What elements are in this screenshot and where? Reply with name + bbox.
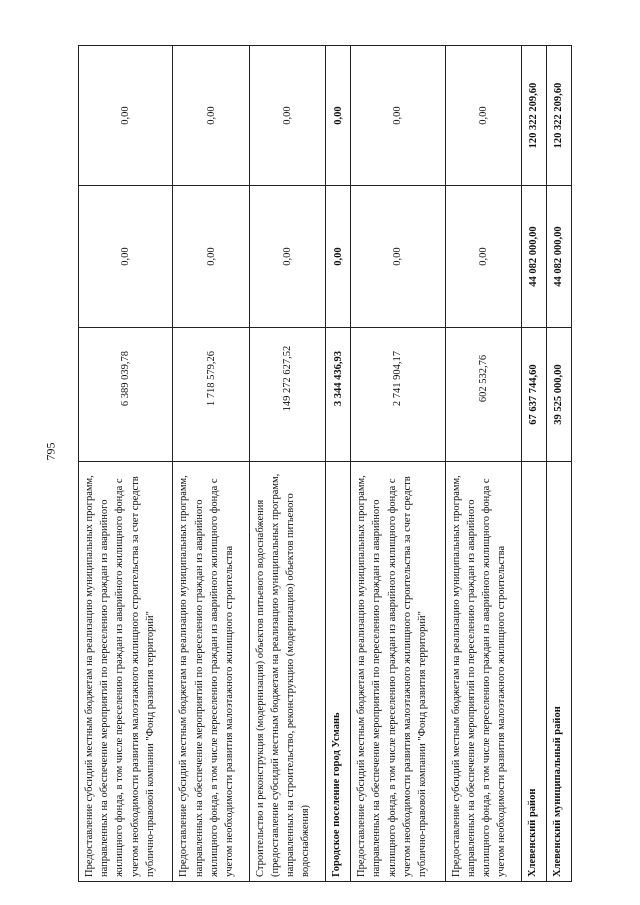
table-row bbox=[351, 46, 445, 882]
amount-cell-2: 0,00 bbox=[445, 186, 521, 328]
amount-cell-1: 39 525 000,00 bbox=[546, 328, 571, 462]
row-description: Предоставление субсидий местным бюджетам на реализацию муниципальных программ, направленных на обеспечение мероприятий по переселению граждан из аварийного жилищного фонда, в том числе переселению граждан из аварийного жилищного фонда с учетом необходимости развития малоэтажного жилищного строительства за счет средств публично-правовой компании "Фонд развития территорий" bbox=[351, 462, 445, 882]
amount-cell-1: 149 272 627,52 bbox=[249, 328, 325, 462]
amount-cell-2: 0,00 bbox=[173, 186, 249, 328]
budget-table bbox=[78, 45, 572, 882]
amount-cell-2: 0,00 bbox=[351, 186, 445, 328]
amount-cell-3: 0,00 bbox=[445, 46, 521, 186]
page-number: 795 bbox=[43, 442, 58, 461]
amount-cell-3: 0,00 bbox=[326, 46, 351, 186]
row-description: Хлевенский район bbox=[521, 462, 546, 882]
amount-cell-3: 0,00 bbox=[351, 46, 445, 186]
table-row bbox=[79, 46, 173, 882]
amount-cell-3: 120 322 209,60 bbox=[521, 46, 546, 186]
amount-cell-3: 0,00 bbox=[249, 46, 325, 186]
table-row bbox=[326, 46, 351, 882]
amount-cell-1: 1 718 579,26 bbox=[173, 328, 249, 462]
row-description: Строительство и реконструкция (модернизация) объектов питьевого водоснабжения (предоставление субсидий местным бюджетам на реализацию муниципальных программ, направленных на строительство, реконструкцию (модернизацию) объектов питьевого водоснабжения) bbox=[249, 462, 325, 882]
amount-cell-3: 0,00 bbox=[173, 46, 249, 186]
amount-cell-3: 0,00 bbox=[79, 46, 173, 186]
amount-cell-3: 120 322 209,60 bbox=[546, 46, 571, 186]
row-description: Предоставление субсидий местным бюджетам на реализацию муниципальных программ, направленных на обеспечение мероприятий по переселению граждан из аварийного жилищного фонда, в том числе переселению граждан из аварийного жилищного фонда с учетом необходимости развития малоэтажного жилищного строительства за счет средств публично-правовой компании "Фонд развития территорий" bbox=[79, 462, 173, 882]
row-description: Хлевенский муниципальный район bbox=[546, 462, 571, 882]
row-description: Предоставление субсидий местным бюджетам на реализацию муниципальных программ, направленных на обеспечение мероприятий по переселению граждан из аварийного жилищного фонда, в том числе переселению граждан из аварийного жилищного фонда с учетом необходимости развития малоэтажного жилищного строительства bbox=[173, 462, 249, 882]
amount-cell-1: 67 637 744,60 bbox=[521, 328, 546, 462]
table-row bbox=[445, 46, 521, 882]
table-row bbox=[173, 46, 249, 882]
row-description: Городское поселение город Усмань bbox=[326, 462, 351, 882]
amount-cell-1: 602 532,76 bbox=[445, 328, 521, 462]
amount-cell-1: 6 389 039,78 bbox=[79, 328, 173, 462]
amount-cell-2: 44 082 000,00 bbox=[546, 186, 571, 328]
row-description: Предоставление субсидий местным бюджетам на реализацию муниципальных программ, направленных на обеспечение мероприятий по переселению граждан из аварийного жилищного фонда, в том числе переселению граждан из аварийного жилищного фонда с учетом необходимости развития малоэтажного жилищного строительства bbox=[445, 462, 521, 882]
amount-cell-2: 0,00 bbox=[249, 186, 325, 328]
amount-cell-2: 44 082 000,00 bbox=[521, 186, 546, 328]
table-row bbox=[546, 46, 571, 882]
amount-cell-1: 3 344 436,93 bbox=[326, 328, 351, 462]
rotated-table-container bbox=[78, 46, 572, 882]
amount-cell-2: 0,00 bbox=[326, 186, 351, 328]
amount-cell-2: 0,00 bbox=[79, 186, 173, 328]
table-row bbox=[521, 46, 546, 882]
table-row bbox=[249, 46, 325, 882]
amount-cell-1: 2 741 904,17 bbox=[351, 328, 445, 462]
